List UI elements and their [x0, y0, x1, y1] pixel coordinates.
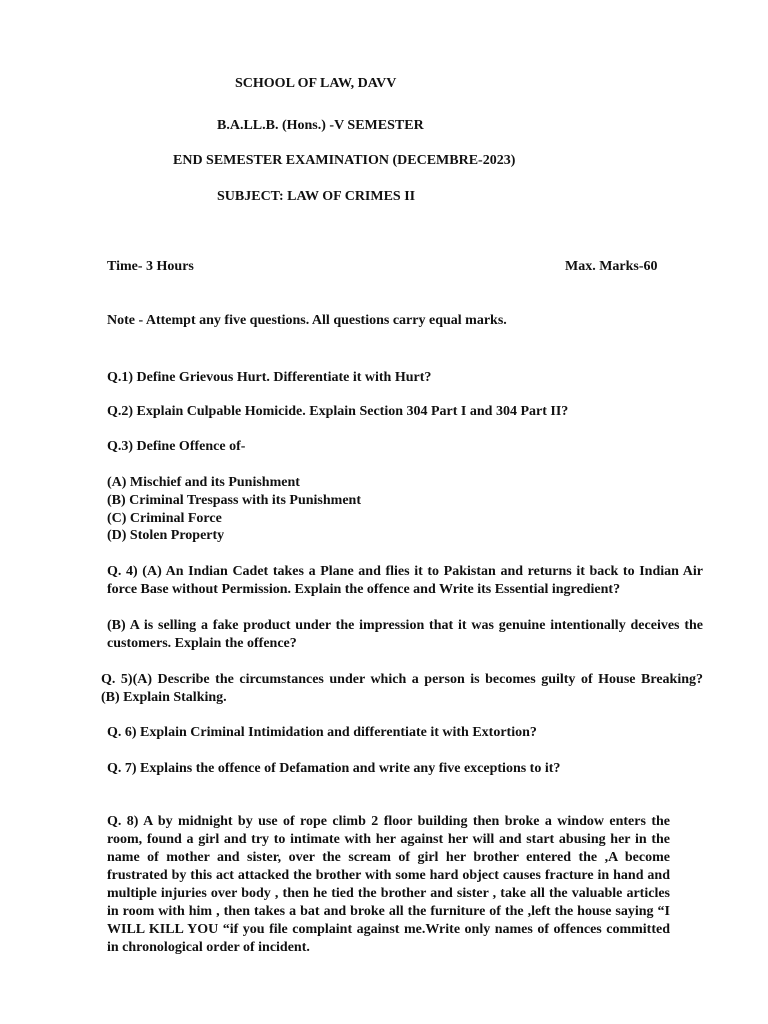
time-label: Time- 3 Hours	[107, 259, 194, 274]
question-3-option-b: (B) Criminal Trespass with its Punishment	[107, 493, 361, 508]
question-6: Q. 6) Explain Criminal Intimidation and differentiate it with Extortion?	[107, 725, 537, 740]
question-1: Q.1) Define Grievous Hurt. Differentiate it with Hurt?	[107, 370, 432, 385]
course-title: B.A.LL.B. (Hons.) -V SEMESTER	[217, 118, 424, 133]
question-3: Q.3) Define Offence of-	[107, 439, 246, 454]
question-2: Q.2) Explain Culpable Homicide. Explain Section 304 Part I and 304 Part II?	[107, 404, 569, 419]
question-4b: (B) A is selling a fake product under the impression that it was genuine intentionally deceives the customers. Explain the offence?	[107, 618, 703, 651]
question-4a: Q. 4) (A) An Indian Cadet takes a Plane and flies it to Pakistan and returns it back to Indian Air force Base without Permission. Explain the offence and Write its Essential ingredient?	[107, 564, 703, 597]
question-3-option-d: (D) Stolen Property	[107, 528, 225, 543]
question-5: Q. 5)(A) Describe the circumstances under which a person is becomes guilty of House Breaking? (B) Explain Stalking.	[101, 672, 717, 705]
instructions-note: Note - Attempt any five questions. All questions carry equal marks.	[107, 313, 507, 328]
question-8: Q. 8) A by midnight by use of rope climb 2 floor building then broke a window enters the room, found a girl and try to intimate with her against her will and start abusing her in the name of mother and sister, over the scream of girl her brother entered the ,A become frustrated by this act attacked the brother with some hard object causes fracture in hand and multiple injuries over body , then he tied the brother and sister , take all the valuable articles in room with him , then takes a bat and broke all the furniture of the ,left the house saying “I WILL KILL YOU “if you file complaint against me.Write only names of offences committed in chronological order of incident.	[107, 814, 670, 955]
question-7: Q. 7) Explains the offence of Defamation and write any five exceptions to it?	[107, 761, 561, 776]
school-title: SCHOOL OF LAW, DAVV	[235, 76, 397, 91]
exam-title: END SEMESTER EXAMINATION (DECEMBRE-2023)	[173, 153, 516, 168]
max-marks-label: Max. Marks-60	[565, 259, 658, 274]
question-3-option-c: (C) Criminal Force	[107, 511, 222, 526]
question-3-option-a: (A) Mischief and its Punishment	[107, 475, 300, 490]
subject-title: SUBJECT: LAW OF CRIMES II	[217, 189, 416, 204]
